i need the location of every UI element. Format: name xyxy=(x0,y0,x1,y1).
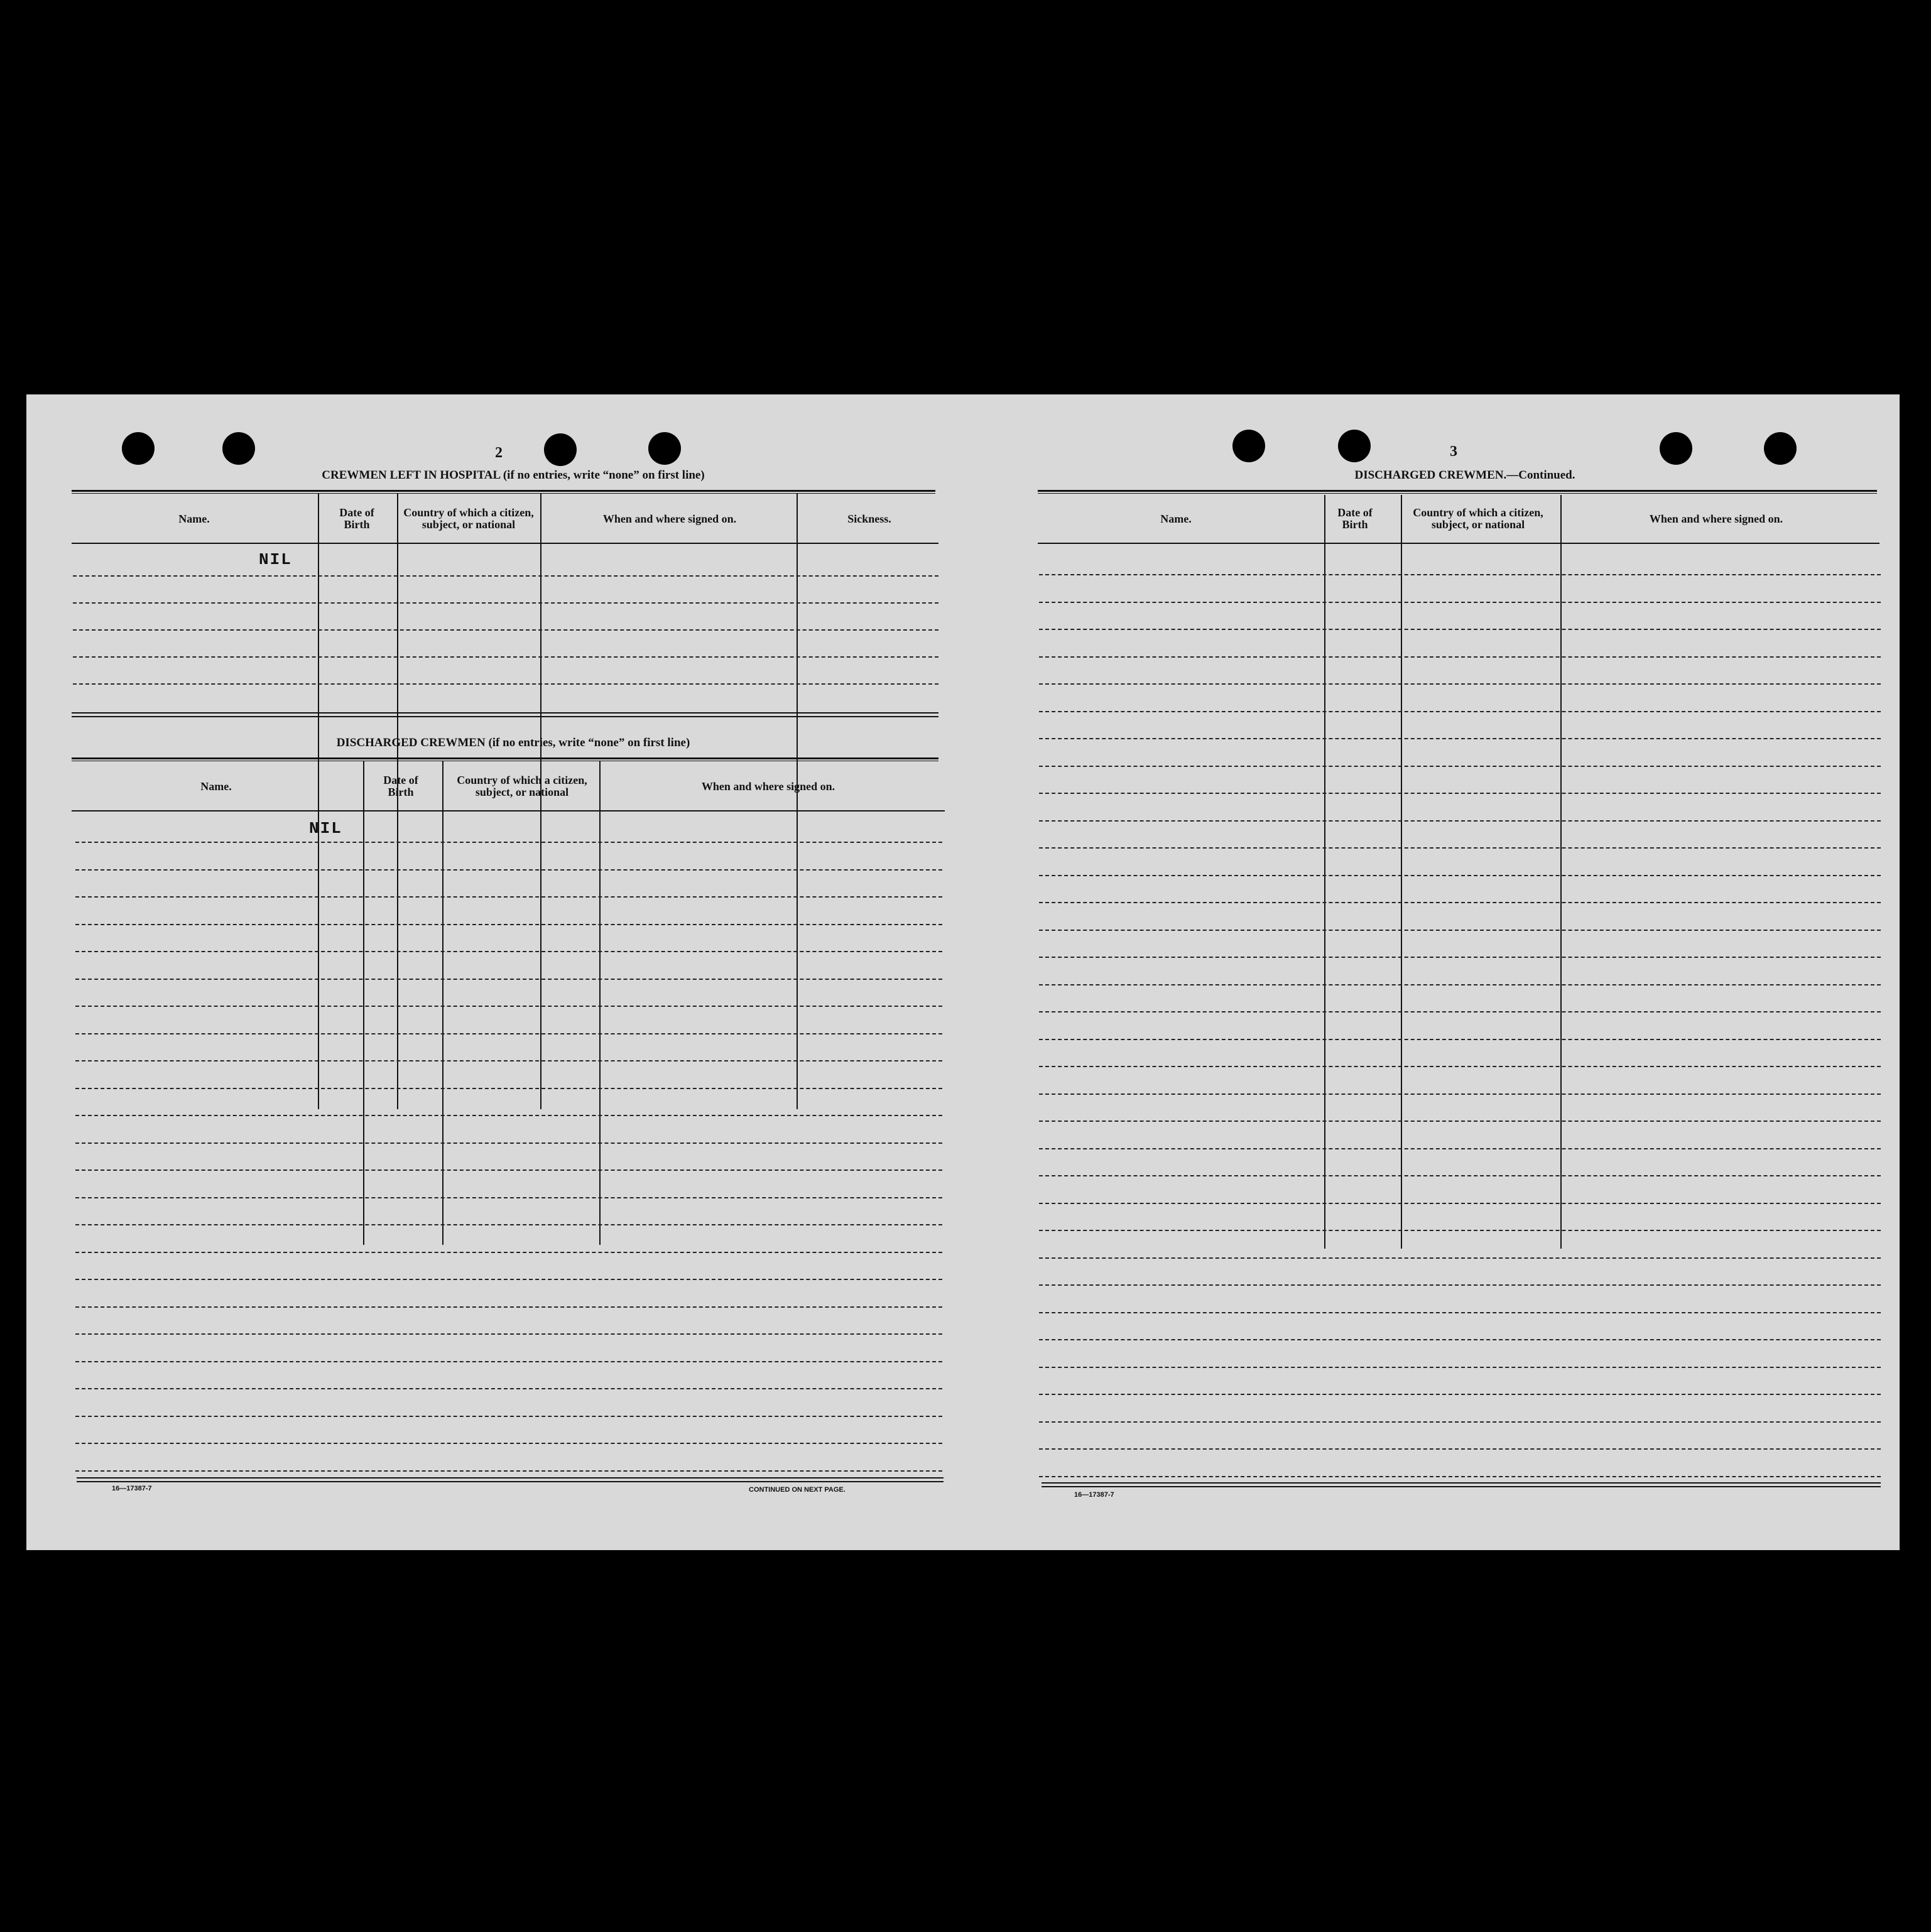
page-number: 3 xyxy=(1450,443,1457,460)
dashed-rule-line xyxy=(75,1279,942,1280)
column-divider xyxy=(1401,495,1402,1249)
dashed-rule-line xyxy=(1039,1312,1881,1313)
dashed-rule-line xyxy=(75,1142,942,1144)
dashed-rule-line xyxy=(75,1443,942,1444)
dashed-rule-line xyxy=(1039,1121,1881,1122)
dashed-rule-line xyxy=(1039,1175,1881,1176)
header-name: Name. xyxy=(200,779,232,793)
header-signed-on: When and where signed on. xyxy=(602,512,737,525)
header-bottom-rule xyxy=(1038,543,1879,544)
dashed-rule-line xyxy=(1039,683,1881,685)
dashed-rule-line xyxy=(1039,711,1881,712)
dashed-rule-line xyxy=(75,1333,942,1335)
continued-note: CONTINUED ON NEXT PAGE. xyxy=(749,1486,846,1494)
document-sheet xyxy=(26,394,1900,1550)
dashed-rule-line xyxy=(1039,574,1881,575)
dashed-rule-line xyxy=(1039,1476,1881,1477)
dashed-rule-line xyxy=(1039,984,1881,985)
form-number: 16—17387-7 xyxy=(112,1485,152,1492)
header-bottom-rule xyxy=(72,543,938,544)
dashed-rule-line xyxy=(73,656,938,658)
hospital-entry-nil: NIL xyxy=(259,550,292,569)
header-country: Country of which a citizen, subject, or national xyxy=(1413,506,1543,531)
table-top-rule xyxy=(1038,490,1877,494)
dashed-rule-line xyxy=(75,896,942,898)
header-signed-on: When and where signed on. xyxy=(1649,512,1783,525)
dashed-rule-line xyxy=(75,1197,942,1198)
discharged-entry-nil: NIL xyxy=(309,819,342,838)
dashed-rule-line xyxy=(1039,1011,1881,1012)
right-page xyxy=(1006,394,1900,1550)
dashed-rule-line xyxy=(75,869,942,871)
dashed-rule-line xyxy=(1039,1094,1881,1095)
right-bottom-rule xyxy=(1042,1486,1881,1487)
dashed-rule-line xyxy=(1039,629,1881,630)
dashed-rule-line xyxy=(75,979,942,980)
dashed-rule-line xyxy=(1039,1148,1881,1149)
table-top-rule xyxy=(72,757,938,761)
dashed-rule-line xyxy=(73,683,938,685)
dashed-rule-line xyxy=(1039,1394,1881,1395)
dashed-rule-line xyxy=(75,1306,942,1308)
dashed-rule-line xyxy=(1039,820,1881,822)
dashed-rule-line xyxy=(75,1252,942,1253)
header-date-of-birth: Date of Birth xyxy=(339,506,374,531)
column-divider xyxy=(599,761,601,1245)
discharged-continued-title: DISCHARGED CREWMEN.—Continued. xyxy=(1354,469,1575,482)
header-signed-on: When and where signed on. xyxy=(701,779,835,793)
header-name: Name. xyxy=(178,512,210,525)
page-number: 2 xyxy=(495,445,503,461)
header-country: Country of which a citizen, subject, or national xyxy=(403,506,534,531)
dashed-rule-line xyxy=(1039,1039,1881,1040)
dashed-rule-line xyxy=(1039,1339,1881,1340)
dashed-rule-line xyxy=(75,1115,942,1116)
dashed-rule-line xyxy=(1039,1448,1881,1450)
column-divider xyxy=(363,761,364,1245)
header-sickness: Sickness. xyxy=(847,512,891,525)
dashed-rule-line xyxy=(1039,957,1881,958)
dashed-rule-line xyxy=(1039,1066,1881,1067)
dashed-rule-line xyxy=(75,1388,942,1389)
dashed-rule-line xyxy=(1039,766,1881,767)
hospital-bottom-rule xyxy=(72,716,938,717)
dashed-rule-line xyxy=(73,629,938,631)
dashed-rule-line xyxy=(1039,738,1881,739)
table-top-rule xyxy=(72,490,935,494)
dashed-rule-line xyxy=(1039,1421,1881,1423)
dashed-rule-line xyxy=(75,951,942,952)
dashed-rule-line xyxy=(1039,1284,1881,1286)
discharged-section-title: DISCHARGED CREWMEN (if no entries, write “none” on first line) xyxy=(336,736,690,749)
dashed-rule-line xyxy=(75,1060,942,1061)
dashed-rule-line xyxy=(73,602,938,604)
header-date-of-birth: Date of Birth xyxy=(383,774,418,798)
dashed-rule-line xyxy=(1039,1203,1881,1204)
dashed-rule-line xyxy=(75,1361,942,1362)
dashed-rule-line xyxy=(75,1006,942,1007)
column-divider xyxy=(1560,495,1562,1249)
dashed-rule-line xyxy=(75,1416,942,1417)
left-page xyxy=(26,394,972,1550)
dashed-rule-line xyxy=(75,1088,942,1089)
dashed-rule-line xyxy=(75,1170,942,1171)
right-bottom-rule xyxy=(1042,1482,1881,1484)
hospital-section-title: CREWMEN LEFT IN HOSPITAL (if no entries, write “none” on first line) xyxy=(322,469,705,482)
dashed-rule-line xyxy=(1039,875,1881,876)
dashed-rule-line xyxy=(1039,1230,1881,1231)
dashed-rule-line xyxy=(1039,930,1881,931)
dashed-rule-line xyxy=(1039,656,1881,658)
dashed-rule-line xyxy=(1039,902,1881,903)
header-bottom-rule xyxy=(72,810,945,811)
header-date-of-birth: Date of Birth xyxy=(1337,506,1373,531)
dashed-rule-line xyxy=(1039,602,1881,603)
header-name: Name. xyxy=(1160,512,1192,525)
dashed-rule-line xyxy=(75,1224,942,1225)
dashed-rule-line xyxy=(75,1033,942,1034)
dashed-rule-line xyxy=(1039,1257,1881,1259)
dashed-rule-line xyxy=(1039,847,1881,849)
dashed-rule-line xyxy=(75,924,942,925)
header-country: Country of which a citizen, subject, or national xyxy=(457,774,587,798)
hospital-bottom-rule xyxy=(72,712,938,714)
discharged-bottom-rule xyxy=(77,1481,944,1482)
dashed-rule-line xyxy=(73,575,938,577)
column-divider xyxy=(442,761,443,1245)
dashed-rule-line xyxy=(1039,793,1881,794)
dashed-rule-line xyxy=(75,1470,942,1472)
discharged-bottom-rule xyxy=(77,1477,944,1479)
dashed-rule-line xyxy=(1039,1367,1881,1368)
form-number: 16—17387-7 xyxy=(1074,1491,1114,1499)
column-divider xyxy=(1324,495,1325,1249)
dashed-rule-line xyxy=(75,842,942,843)
